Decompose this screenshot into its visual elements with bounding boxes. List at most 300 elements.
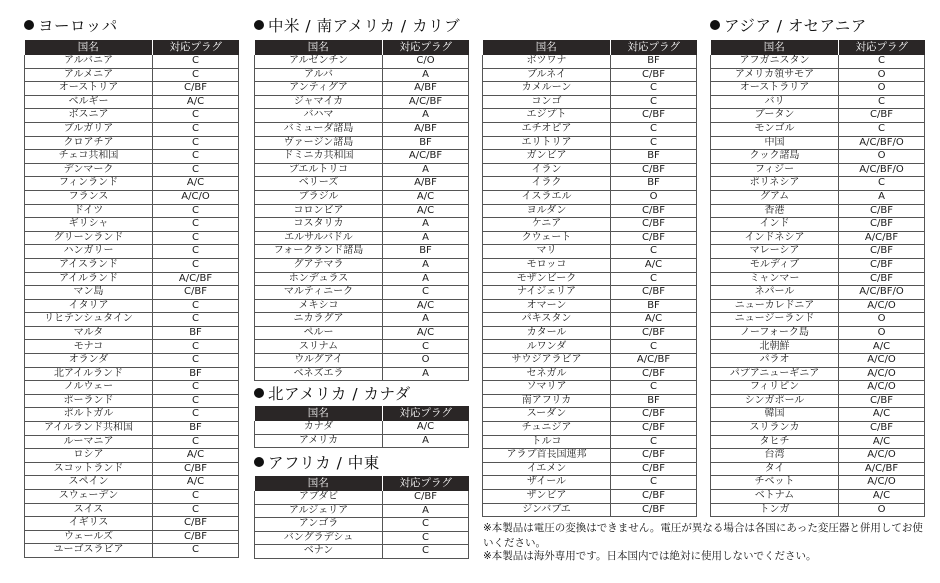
north-america-plug-table [254,406,469,448]
plug-type-cell: C/BF [839,245,925,259]
bullet-icon [254,388,264,398]
table-row [255,218,469,232]
bullet-icon [254,457,264,467]
table-row [483,204,697,218]
table-row [483,245,697,259]
table-row [711,422,925,436]
country-cell: シンガポール [711,394,839,408]
plug-type-cell: A/C [383,326,469,340]
plug-type-cell: C [153,490,239,504]
plug-type-cell: C [611,245,697,259]
table-row [711,367,925,381]
plug-type-cell: A/C [611,258,697,272]
plug-type-cell: A/C [839,408,925,422]
country-cell: コスタリカ [255,218,383,232]
country-cell: フィリピン [711,381,839,395]
table-row [483,340,697,354]
plug-type-cell: C/BF [611,326,697,340]
country-cell: ブルネイ [483,68,611,82]
country-cell: バングラデシュ [255,531,383,545]
plug-type-cell: O [839,313,925,327]
table-row [25,204,239,218]
table-row [255,68,469,82]
table-row [25,82,239,96]
country-cell: グアテマラ [255,258,383,272]
country-cell: ペルー [255,326,383,340]
plug-type-cell: C/BF [611,503,697,517]
table-row [711,109,925,123]
plug-type-cell: C [153,313,239,327]
header-country: 国名 [25,40,153,55]
table-row [483,82,697,96]
table-row [25,340,239,354]
table-row [483,163,697,177]
africa-middle-east-continued-plug-table [482,40,697,517]
table-row [711,272,925,286]
country-cell: パキスタン [483,313,611,327]
table-row [255,434,469,448]
plug-type-cell: C/BF [839,258,925,272]
table-row [483,394,697,408]
header-country: 国名 [255,40,383,55]
plug-type-cell: C [153,258,239,272]
country-cell: モナコ [25,340,153,354]
country-cell: マリ [483,245,611,259]
country-cell: アイスランド [25,258,153,272]
country-cell: イタリア [25,299,153,313]
country-cell: 北朝鮮 [711,340,839,354]
country-cell: ガンビア [483,150,611,164]
table-row [255,421,469,434]
table-row [25,490,239,504]
plug-type-cell: C/BF [611,422,697,436]
country-cell: ホンデュラス [255,272,383,286]
plug-type-cell: C [153,109,239,123]
table-row [25,462,239,476]
country-cell: ルーマニア [25,435,153,449]
country-cell: ノーフォーク島 [711,326,839,340]
plug-type-cell: C [153,218,239,232]
plug-type-cell: BF [611,299,697,313]
table-row [711,476,925,490]
table-row [483,177,697,191]
table-row [711,82,925,96]
plug-type-cell: C [153,354,239,368]
plug-type-cell: C [611,435,697,449]
country-cell: ソマリア [483,381,611,395]
table-row [711,462,925,476]
country-cell: コロンビア [255,204,383,218]
plug-type-cell: A/C [839,490,925,504]
country-cell: マルティニーク [255,286,383,300]
plug-type-cell: C/BF [611,490,697,504]
plug-type-cell: C/BF [383,491,469,504]
table-row [711,381,925,395]
country-cell: ジャマイカ [255,95,383,109]
country-cell: ベナン [255,545,383,559]
plug-type-cell: A/C/BF/O [839,163,925,177]
table-row [255,95,469,109]
country-cell: ジンバブエ [483,503,611,517]
plug-type-cell: C [383,531,469,545]
country-cell: マン島 [25,286,153,300]
plug-type-cell: A/C/BF/O [839,286,925,300]
table-row [711,340,925,354]
table-row [255,109,469,123]
country-cell: スイス [25,503,153,517]
table-row [711,55,925,68]
table-row [711,177,925,191]
header-plug: 対応プラグ [611,40,697,55]
table-row [483,258,697,272]
plug-type-cell: A/C/O [839,476,925,490]
plug-type-cell: A/C/BF [839,462,925,476]
table-row [255,82,469,96]
table-row [483,435,697,449]
plug-type-cell: BF [383,136,469,150]
plug-type-cell: A/C [153,449,239,463]
country-cell: マレーシア [711,245,839,259]
country-cell: コンゴ [483,95,611,109]
header-country: 国名 [255,476,383,491]
plug-type-cell: A/BF [383,177,469,191]
table-row [25,381,239,395]
plug-type-cell: C/BF [839,394,925,408]
table-row [255,354,469,368]
country-cell: ブータン [711,109,839,123]
table-row [255,245,469,259]
plug-type-cell: A/C [153,476,239,490]
table-row [255,231,469,245]
bullet-icon [710,20,720,30]
country-cell: スペイン [25,476,153,490]
table-row [255,313,469,327]
plug-type-cell: BF [153,422,239,436]
table-row [711,394,925,408]
plug-type-cell: C [153,55,239,68]
country-cell: エルサルバドル [255,231,383,245]
table-row [483,462,697,476]
country-cell: タヒチ [711,435,839,449]
country-cell: モンゴル [711,122,839,136]
country-cell: カタール [483,326,611,340]
country-cell: 北アイルランド [25,367,153,381]
table-row [483,218,697,232]
plug-type-cell: A [383,109,469,123]
table-row [711,204,925,218]
table-row [711,163,925,177]
country-cell: デンマーク [25,163,153,177]
table-row [711,408,925,422]
plug-type-cell: A/C/O [839,367,925,381]
table-row [25,503,239,517]
plug-type-cell: C [611,122,697,136]
europe-plug-table [24,40,239,558]
country-cell: ノルウェー [25,381,153,395]
table-row [711,313,925,327]
country-cell: チュニジア [483,422,611,436]
table-row [25,68,239,82]
plug-type-cell: C/BF [611,163,697,177]
table-row [25,190,239,204]
country-cell: ベトナム [711,490,839,504]
country-cell: バリ [711,95,839,109]
bullet-icon [24,20,34,30]
country-cell: ニューカレドニア [711,299,839,313]
table-row [483,367,697,381]
table-row [255,518,469,532]
table-row [25,517,239,531]
plug-type-cell: A/C [383,204,469,218]
table-row [483,354,697,368]
table-row [255,545,469,559]
plug-type-cell: C [153,394,239,408]
table-row [483,68,697,82]
asia-oceania-plug-table [710,40,925,517]
table-row [483,190,697,204]
table-row [711,286,925,300]
table-row [711,326,925,340]
plug-type-cell: C [153,299,239,313]
table-row [25,218,239,232]
header-country: 国名 [483,40,611,55]
country-cell: イスラエル [483,190,611,204]
plug-type-cell: O [839,82,925,96]
country-cell: プエルトリコ [255,163,383,177]
table-row [25,449,239,463]
country-cell: ウルグアイ [255,354,383,368]
country-cell: ボスニア [25,109,153,123]
country-cell: オーストリア [25,82,153,96]
table-row [483,313,697,327]
header-country: 国名 [711,40,839,55]
country-cell: インドネシア [711,231,839,245]
table-row [711,231,925,245]
plug-type-cell: A/C/BF [383,95,469,109]
plug-type-cell: A [383,434,469,448]
plug-type-cell: C [839,95,925,109]
plug-type-cell: C [383,340,469,354]
country-cell: トルコ [483,435,611,449]
country-cell: ポリネシア [711,177,839,191]
plug-type-cell: A/C/O [839,449,925,463]
plug-type-cell: C [153,231,239,245]
country-cell: アブダビ [255,491,383,504]
plug-type-cell: C [153,340,239,354]
table-row [483,136,697,150]
plug-type-cell: A [383,231,469,245]
plug-type-cell: BF [153,367,239,381]
country-cell: ウェールズ [25,530,153,544]
table-row [483,408,697,422]
plug-type-cell: A/C/BF [153,272,239,286]
plug-type-cell: A/C/BF [611,354,697,368]
country-cell: グリーンランド [25,231,153,245]
country-cell: ブルガリア [25,122,153,136]
plug-type-cell: A [383,163,469,177]
country-cell: ポーランド [25,394,153,408]
table-row [25,408,239,422]
plug-type-cell: C [611,340,697,354]
table-row [483,476,697,490]
plug-type-cell: C [611,95,697,109]
plug-type-cell: C [153,68,239,82]
country-cell: ブラジル [255,190,383,204]
country-cell: イギリス [25,517,153,531]
plug-type-cell: A/C/O [839,381,925,395]
table-row [25,231,239,245]
table-row [711,299,925,313]
country-cell: アンティグア [255,82,383,96]
plug-type-cell: A/C [153,177,239,191]
plug-type-cell: C [839,55,925,68]
country-cell: アルゼンチン [255,55,383,68]
country-cell: オマーン [483,299,611,313]
table-row [711,354,925,368]
plug-type-cell: C/BF [839,109,925,123]
plug-type-cell: O [383,354,469,368]
table-row [25,95,239,109]
table-row [483,95,697,109]
plug-type-cell: C/O [383,55,469,68]
plug-type-cell: C/BF [611,231,697,245]
country-cell: ベネズエラ [255,367,383,381]
country-cell: モザンビーク [483,272,611,286]
country-cell: パラオ [711,354,839,368]
section-title-north-america: 北アメリカ / カナダ [254,384,411,404]
plug-type-cell: C/BF [839,218,925,232]
table-row [25,258,239,272]
table-row [483,326,697,340]
table-row [483,381,697,395]
plug-type-cell: C [611,381,697,395]
plug-type-cell: C [839,122,925,136]
plug-type-cell: O [839,326,925,340]
table-row [255,326,469,340]
country-cell: 香港 [711,204,839,218]
plug-type-cell: C/BF [153,462,239,476]
table-row [255,299,469,313]
table-row [255,367,469,381]
plug-type-cell: C/BF [839,272,925,286]
table-row [25,299,239,313]
country-cell: エチオピア [483,122,611,136]
plug-type-cell: A [383,258,469,272]
plug-type-cell: C [153,544,239,558]
table-row [483,503,697,517]
plug-type-cell: A [839,190,925,204]
country-cell: アメリカ [255,434,383,448]
header-plug: 対応プラグ [839,40,925,55]
plug-type-cell: O [839,150,925,164]
country-cell: グアム [711,190,839,204]
country-cell: オーストラリア [711,82,839,96]
table-row [711,245,925,259]
table-row [25,326,239,340]
country-cell: ルワンダ [483,340,611,354]
plug-type-cell: C/BF [611,109,697,123]
table-row [255,55,469,68]
country-cell: サウジアラビア [483,354,611,368]
plug-type-cell: A [383,68,469,82]
country-cell: アンゴラ [255,518,383,532]
plug-type-cell: C [153,408,239,422]
country-cell: スリナム [255,340,383,354]
table-row [255,531,469,545]
country-cell: ボツワナ [483,55,611,68]
country-cell: メキシコ [255,299,383,313]
country-cell: 台湾 [711,449,839,463]
country-cell: ドミニカ共和国 [255,150,383,164]
table-row [25,177,239,191]
plug-type-cell: A [383,504,469,518]
country-cell: ナイジェリア [483,286,611,300]
country-cell: ヨルダン [483,204,611,218]
plug-type-cell: C/BF [153,82,239,96]
plug-type-cell: C/BF [153,286,239,300]
table-row [711,435,925,449]
country-cell: ネパール [711,286,839,300]
country-cell: ギリシャ [25,218,153,232]
table-row [255,177,469,191]
bullet-icon [254,20,264,30]
table-row [711,490,925,504]
table-row [255,272,469,286]
plug-type-cell: A/C/BF [839,231,925,245]
plug-type-cell: BF [611,55,697,68]
country-cell: イラク [483,177,611,191]
plug-type-cell: A [383,272,469,286]
table-row [255,286,469,300]
plug-type-cell: BF [611,177,697,191]
plug-type-cell: BF [611,150,697,164]
plug-type-cell: C/BF [153,517,239,531]
plug-type-cell: C/BF [611,449,697,463]
table-row [255,340,469,354]
plug-type-cell: A [383,313,469,327]
plug-type-cell: C/BF [153,530,239,544]
country-cell: フォークランド諸島 [255,245,383,259]
country-cell: バハマ [255,109,383,123]
plug-type-cell: A/C [611,313,697,327]
plug-type-cell: BF [611,394,697,408]
plug-type-cell: C/BF [611,204,697,218]
table-row [255,163,469,177]
plug-type-cell: O [611,190,697,204]
country-cell: ニュージーランド [711,313,839,327]
plug-type-cell: C [611,272,697,286]
table-row [483,449,697,463]
country-cell: スーダン [483,408,611,422]
table-row [711,190,925,204]
country-cell: ハンガリー [25,245,153,259]
plug-type-cell: C [153,503,239,517]
country-cell: フィンランド [25,177,153,191]
country-cell: ロシア [25,449,153,463]
plug-type-cell: C [383,545,469,559]
country-cell: タイ [711,462,839,476]
table-row [255,136,469,150]
country-cell: アルバ [255,68,383,82]
table-header-row [255,476,469,491]
country-cell: イエメン [483,462,611,476]
plug-type-cell: A/C [383,421,469,434]
table-row [483,299,697,313]
table-row [711,503,925,517]
table-row [25,245,239,259]
table-row [25,55,239,68]
country-cell: フランス [25,190,153,204]
